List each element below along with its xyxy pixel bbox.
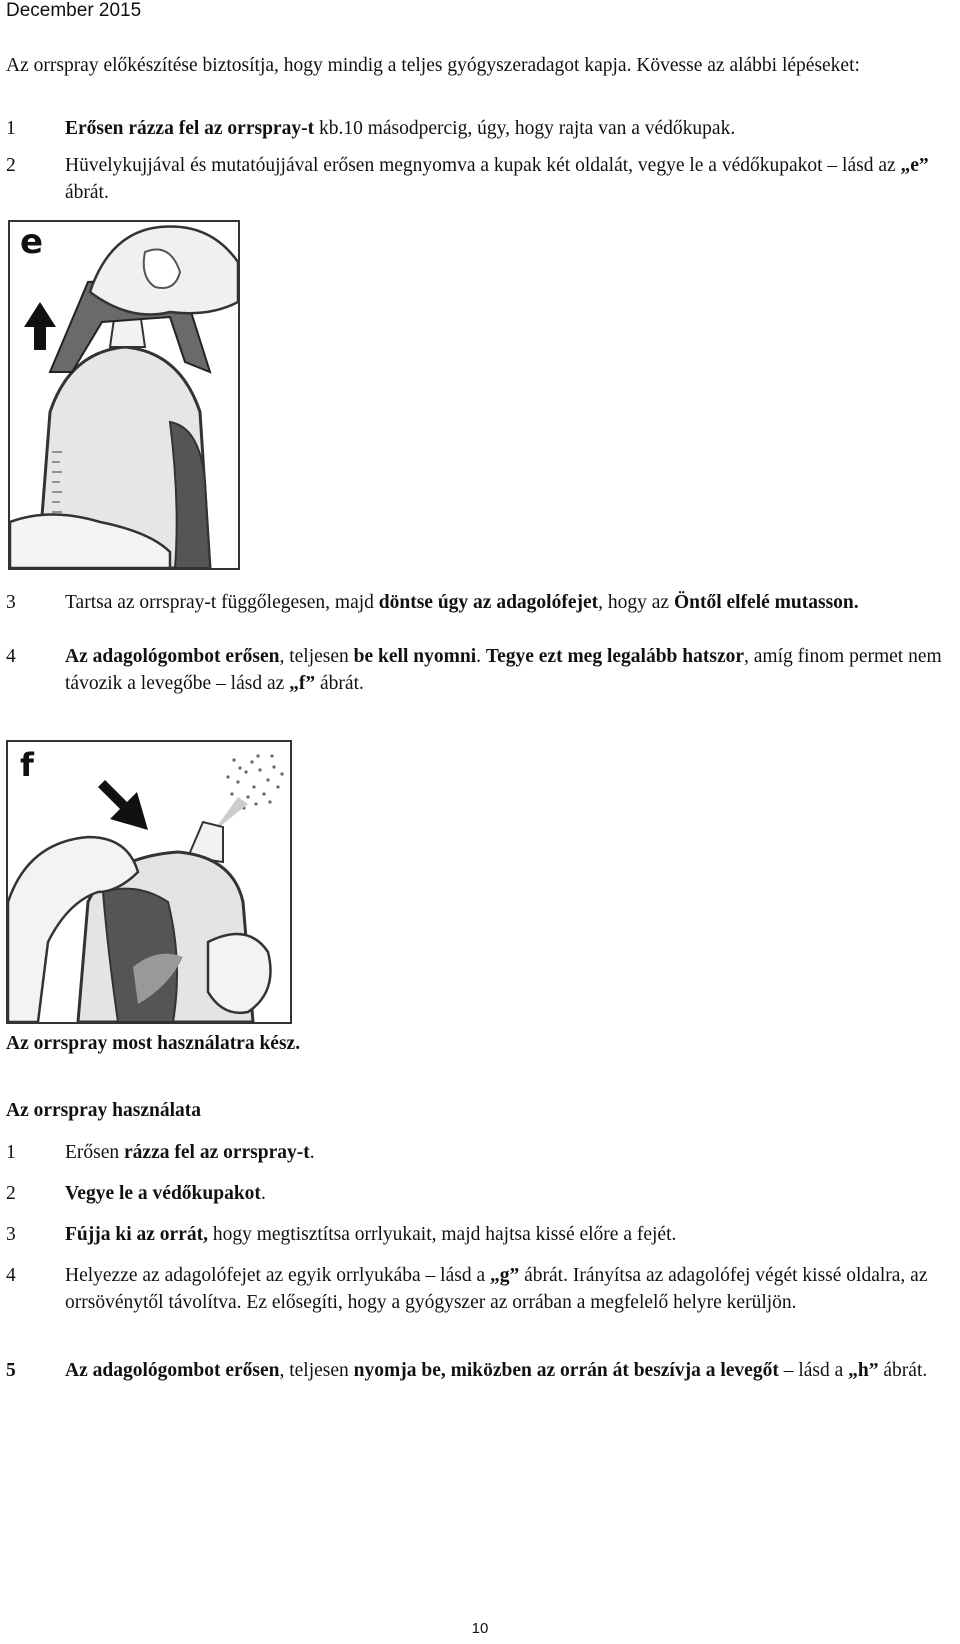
step-number: 1 (6, 118, 16, 139)
step-bold-text: Az adagológombot erősen (65, 1360, 280, 1381)
step-number: 4 (6, 646, 16, 667)
step-bold-text: Vegye le a védőkupakot (65, 1183, 261, 1204)
step-text: ábrát. Irányítsa az adagolófej végét kissé oldalra, az orrsövénytől távolítva. Ez elősegíti, hogy a gyógyszer az orrában a megfelelő helyre kerüljön. (65, 1265, 928, 1313)
figure-f-illustration (8, 742, 290, 1022)
use-step-2 (6, 1180, 956, 1207)
header-date: December 2015 (6, 0, 142, 21)
down-right-arrow-icon (98, 780, 148, 830)
use-step-4 (6, 1262, 956, 1316)
prep-step-2 (6, 152, 956, 206)
step-bold-text: Öntől elfelé mutasson. (673, 592, 859, 613)
use-step-5 (6, 1357, 956, 1384)
step-text: kb.10 másodpercig, úgy, hogy rajta van a védőkupak. (314, 118, 736, 139)
page-number: 10 (471, 1620, 489, 1637)
step-number-bold: 5 (6, 1360, 16, 1381)
step-bold-text: Erősen rázza fel az orrspray-t (65, 118, 315, 139)
step-number: 2 (6, 1183, 16, 1204)
step-text: . (476, 646, 486, 667)
step-bold-text: be kell nyomni (353, 646, 477, 667)
ready-text-bold: Az orrspray most használatra kész. (6, 1033, 301, 1054)
figure-ref-h: „h” (848, 1360, 879, 1381)
prep-step-3 (6, 589, 956, 616)
step-number: 2 (6, 155, 16, 176)
use-step-1 (6, 1139, 956, 1166)
figure-ref-f: „f” (289, 673, 316, 694)
step-text: Hüvelykujjával és mutatóujjával erősen megnyomva a kupak két oldalát, vegye le a védőkupakot – lásd az (65, 155, 901, 176)
usage-heading (6, 1097, 954, 1124)
step-number: 4 (6, 1265, 16, 1286)
figure-f (6, 740, 292, 1024)
step-text: Tartsa az orrspray-t függőlegesen, majd (65, 592, 379, 613)
step-bold-text: nyomja be, miközben az orrán át beszívja a levegőt (353, 1360, 779, 1381)
step-number: 3 (6, 592, 16, 613)
prep-step-4 (6, 643, 956, 697)
intro-paragraph: Az orrspray előkészítése biztosítja, hogy mindig a teljes gyógyszeradagot kapja. Kövesse az alábbi lépéseket: (6, 55, 860, 76)
usage-heading-bold: Az orrspray használata (6, 1100, 201, 1121)
ready-text (6, 1030, 954, 1057)
figure-label-f: f (20, 746, 34, 784)
step-text: , teljesen (279, 1360, 354, 1381)
figure-label-e: e (20, 222, 44, 262)
step-text: . (260, 1183, 266, 1204)
figure-e-illustration (10, 222, 238, 568)
step-text: , amíg finom permet nem távozik a levegőbe – lásd az (65, 646, 942, 694)
step-text: , teljesen (279, 646, 354, 667)
step-text: , hogy az (598, 592, 674, 613)
figure-ref-g: „g” (490, 1265, 520, 1286)
step-text: Erősen (65, 1142, 125, 1163)
step-number: 3 (6, 1224, 16, 1245)
up-arrow-icon (24, 302, 56, 350)
use-step-3 (6, 1221, 956, 1248)
step-bold-text: Az adagológombot erősen (65, 646, 280, 667)
prep-step-1 (6, 115, 956, 142)
step-text: ábrát. (65, 182, 109, 203)
step-text: hogy megtisztítsa orrlyukait, majd hajtsa kissé előre a fejét. (207, 1224, 677, 1245)
step-number (6, 1357, 16, 1384)
figure-ref-e: „e” (900, 155, 929, 176)
step-text: Helyezze az adagolófejet az egyik orrlyukába – lásd a (65, 1265, 490, 1286)
step-text: – lásd a (778, 1360, 849, 1381)
step-bold-text: Fújja ki az orrát, (65, 1224, 208, 1245)
step-text: ábrát. (315, 673, 364, 694)
step-bold-text: döntse úgy az adagolófejet (378, 592, 599, 613)
step-bold-text: Tegye ezt meg legalább hatszor (485, 646, 745, 667)
step-text: ábrát. (878, 1360, 928, 1381)
figure-e (8, 220, 240, 570)
step-number: 1 (6, 1142, 16, 1163)
step-text: . (309, 1142, 315, 1163)
step-bold-text: rázza fel az orrspray-t (124, 1142, 310, 1163)
